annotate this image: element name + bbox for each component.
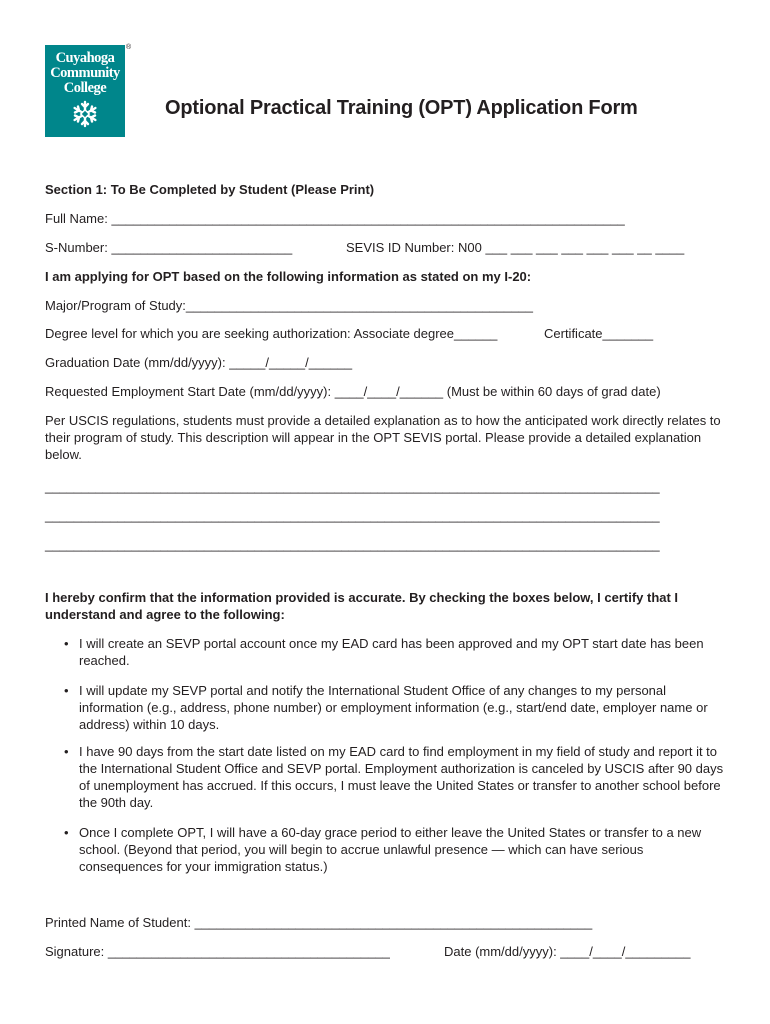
bullet-icon: • — [64, 825, 69, 840]
snowflake-emblem-icon — [70, 99, 100, 129]
bullet-icon: • — [64, 683, 69, 698]
bullet-icon: • — [64, 636, 69, 651]
signature-field[interactable]: Signature: _______________________________________ — [45, 944, 390, 959]
s-number-field[interactable]: S-Number: _________________________ — [45, 240, 293, 255]
section1-heading: Section 1: To Be Completed by Student (Please Print) — [45, 182, 375, 197]
agreement-item — [64, 824, 724, 875]
explanation-line-2[interactable]: _____________________________________________________________________________________ — [45, 508, 660, 523]
certificate-field[interactable]: Certificate_______ — [544, 326, 654, 341]
date-field[interactable]: Date (mm/dd/yyyy): ____/____/_________ — [444, 944, 691, 959]
agreement-text: I have 90 days from the start date listed on my EAD card to find employment in my field of study and report it to the International Student Office and SEVP portal. Employment authorization is canceled by USCIS after 90 days of unemployment has accrued. If this occurs, I must leave the United States or transfer to another school before the 90th day. — [79, 744, 724, 810]
form-title: Optional Practical Training (OPT) Application Form — [165, 97, 638, 119]
registered-mark: ® — [126, 44, 132, 51]
agreement-text: I will create an SEVP portal account once my EAD card has been approved and my OPT start date has been reached. — [79, 636, 704, 668]
major-field[interactable]: Major/Program of Study:________________________________________________ — [45, 298, 533, 313]
confirm-heading: I hereby confirm that the information provided is accurate. By checking the boxes below, I certify that I understand and agree to the following: — [45, 590, 679, 622]
agreement-text: I will update my SEVP portal and notify the International Student Office of any changes to my personal information (e.g., address, phone number) or employment information (e.g., start/end date, employer name or address) within 10 days. — [79, 683, 708, 732]
college-logo — [45, 45, 125, 137]
employment-start-field[interactable]: Requested Employment Start Date (mm/dd/yyyy): ____/____/______ (Must be within 60 days of grad date) — [45, 384, 661, 399]
degree-level-field[interactable]: Degree level for which you are seeking authorization: Associate degree______ — [45, 326, 498, 341]
sevis-id-field[interactable]: SEVIS ID Number: N00 ___ ___ ___ ___ ___ ___ __ ____ — [346, 240, 685, 255]
logo-line-3: College — [63, 80, 107, 96]
logo-line-2: Community — [50, 65, 120, 81]
agreement-text: Once I complete OPT, I will have a 60-day grace period to either leave the United States or transfer to a new school. (Beyond that period, you will begin to accrue unlawful presence — which can have serious consequences for your immigration status.) — [79, 825, 702, 874]
agreement-item — [64, 743, 724, 811]
logo-line-1: Cuyahoga — [55, 50, 115, 66]
printed-name-field[interactable]: Printed Name of Student: _______________________________________________________ — [45, 915, 593, 930]
graduation-date-field[interactable]: Graduation Date (mm/dd/yyyy): _____/_____/______ — [45, 355, 353, 370]
explanation-line-1[interactable]: _____________________________________________________________________________________ — [45, 479, 660, 494]
uscis-paragraph: Per USCIS regulations, students must provide a detailed explanation as to how the anticipated work directly relates to their program of study. This description will appear in the OPT SEVIS portal. Please provide a detailed explanation below. — [45, 413, 721, 462]
agreement-item — [64, 682, 724, 733]
bullet-icon: • — [64, 744, 69, 759]
applying-heading: I am applying for OPT based on the following information as stated on my I-20: — [45, 269, 532, 284]
explanation-line-3[interactable]: _____________________________________________________________________________________ — [45, 537, 660, 552]
full-name-field[interactable]: Full Name: _______________________________________________________________________ — [45, 211, 625, 226]
agreement-item — [64, 635, 724, 669]
